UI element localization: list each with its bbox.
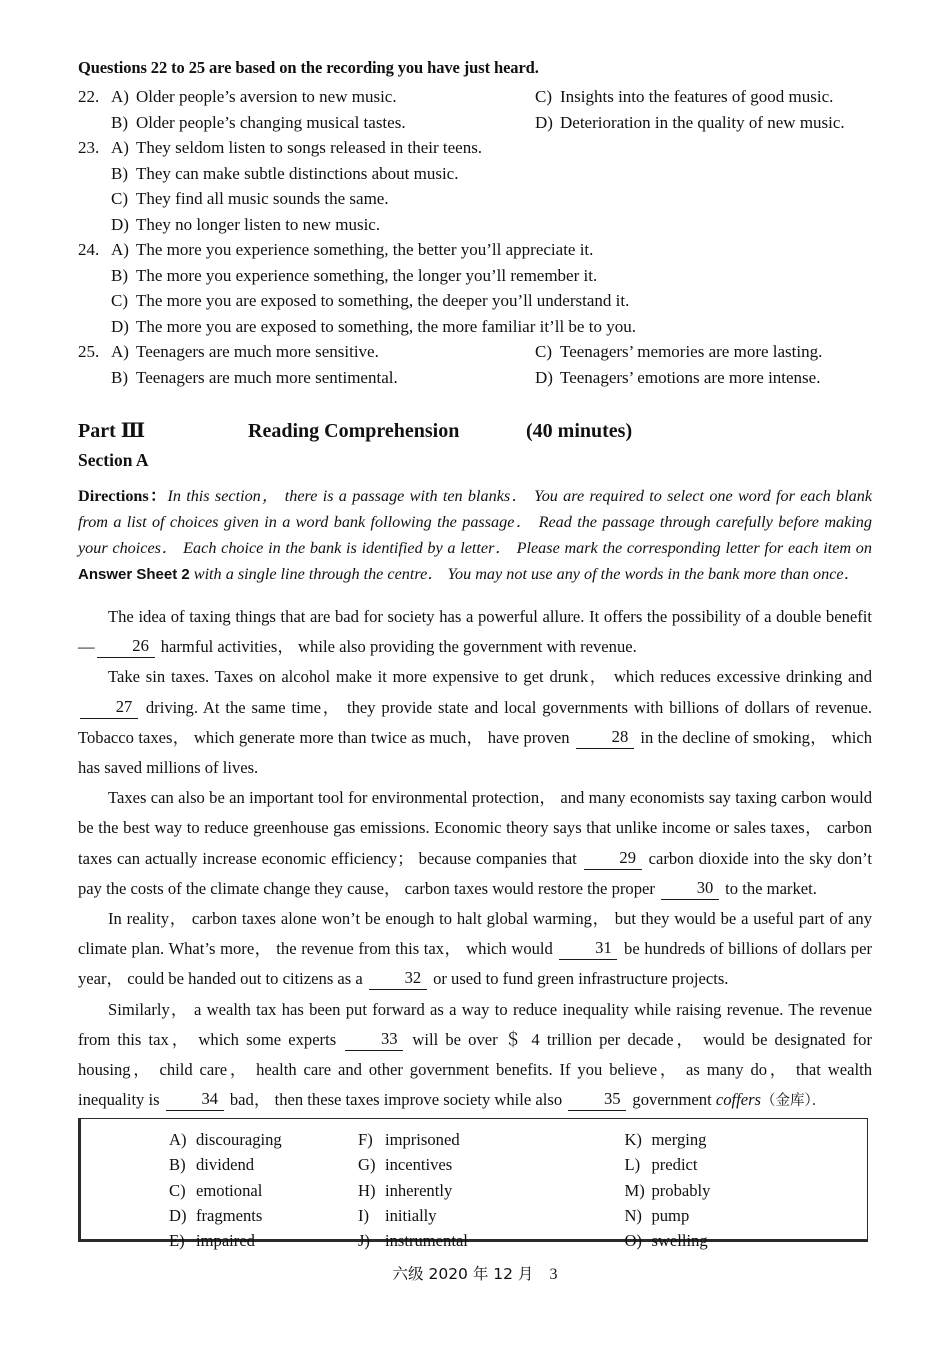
question-row-24 [78,237,872,263]
question-row-22b [78,110,872,136]
answer-blank-29[interactable]: 29 [584,847,642,870]
word-bank-word: emotional [196,1180,263,1200]
passage-text: Similarly， a wealth tax has been put forward as a way to reduce inequality while raising revenue. The revenue from this tax， which some experts [78,999,872,1049]
word-bank-letter: N) [624,1205,642,1225]
word-bank-word: imprisoned [384,1130,460,1149]
question-row-23c [78,186,872,212]
passage-text: driving. At the same time， they provide state and local governments with billions of dollars of revenue. Tobacco taxes， which generate more than twice as much， have proven [78,697,872,747]
passage-text: The idea of taxing things that are bad for society has a powerful allure. It offers the possibility of a double benefit— [78,607,872,657]
word-bank-column-2 [342,1127,610,1251]
word-bank-item[interactable] [169,1127,342,1152]
passage-paragraph [78,995,872,1117]
question-number-23: 23. [78,138,100,157]
option-letter: B) [111,265,128,285]
part-header [78,418,872,443]
word-bank-letter: D) [169,1205,187,1225]
passage-text: in the decline of smoking， which has saved millions of lives. [78,727,872,778]
word-bank-word: probably [651,1180,711,1200]
passage-text: be hundreds of billions of dollars per year， could be handed out to citizens as a [78,939,872,989]
word-bank-word: initially [384,1205,437,1225]
passage-text: Take sin taxes. Taxes on alcohol make it more expensive to get drunk， which reduces excessive drinking and [108,667,872,687]
word-bank-item[interactable] [169,1152,342,1177]
word-bank-item[interactable] [624,1178,867,1203]
listening-lead-in: Questions 22 to 25 are based on the recording you have just heard. [78,58,539,77]
word-bank-word: incentives [384,1155,453,1175]
passage-text: to the market. [721,878,817,898]
option-text: Deterioration in the quality of new music. [560,112,845,132]
passage-text: carbon dioxide into the sky don’t pay the costs of the climate change they cause， carbon taxes would restore the proper [78,848,872,898]
word-bank-letter: F) [357,1130,373,1149]
question-number-24: 24. [78,240,100,259]
answer-blank-33[interactable]: 33 [345,1028,403,1051]
option-22-C[interactable] [535,84,833,110]
word-bank-word: pump [651,1205,690,1225]
page-footer [0,1262,950,1284]
word-bank-item[interactable] [624,1228,867,1253]
word-bank-letter: G) [357,1155,376,1175]
option-letter: D) [111,214,129,234]
word-bank-item[interactable] [624,1203,867,1228]
question-row-25b [78,365,872,391]
answer-blank-32[interactable]: 32 [369,967,427,990]
option-letter: B) [111,112,128,132]
option-letter: C) [111,291,128,310]
option-text: The more you experience something, the longer you’ll remember it. [136,265,598,285]
passage-paragraph [78,602,872,662]
word-bank-word: instrumental [384,1231,468,1251]
word-bank-item[interactable] [624,1127,867,1152]
word-bank-item[interactable] [169,1228,342,1253]
word-bank-letter: H) [357,1180,376,1200]
part-duration: (40 minutes) [526,420,633,442]
word-bank-item[interactable] [358,1127,610,1152]
section-label: Section A [78,450,149,470]
option-25-C[interactable] [535,339,822,365]
word-bank-letter: C) [169,1180,186,1200]
answer-blank-30[interactable]: 30 [661,877,719,900]
option-22-B[interactable] [111,110,406,136]
word-bank-letter: I) [357,1205,370,1225]
passage-paragraph [78,783,872,904]
part-label: Part Ⅲ [78,420,146,442]
passage-gloss: （金库）． [761,1093,827,1110]
directions-paragraph [78,483,872,588]
directions-text-part-1: In this section， there is a passage with ten blanks． You are required to select one word for each blank from a list of choices given in a word bank following the passage． Read the passage through carefully before making your choices． Each choice in the bank is identified by a letter． Please mark the corresponding letter for each item on [78,487,872,557]
word-bank-item[interactable] [358,1203,610,1228]
option-letter: C) [535,87,552,106]
word-bank-column-1 [81,1127,342,1251]
question-row-24d [78,314,872,340]
option-text: Older people’s changing musical tastes. [136,112,406,132]
word-bank-word: discouraging [196,1130,282,1149]
question-number-22: 22. [78,87,100,106]
answer-blank-34[interactable]: 34 [166,1088,224,1111]
question-row-24b [78,263,872,289]
option-text: They find all music sounds the same. [136,189,389,208]
word-bank-item[interactable] [169,1203,342,1228]
word-bank-letter: K) [624,1130,642,1149]
option-23-C[interactable] [111,186,389,212]
option-letter: A) [111,342,129,361]
option-letter: C) [535,342,552,361]
option-text: Older people’s aversion to new music. [136,87,397,106]
answer-blank-35[interactable]: 35 [568,1088,626,1111]
option-22-D[interactable] [535,110,845,136]
passage-text: or used to fund green infrastructure projects. [428,969,729,989]
question-row-25 [78,339,872,365]
option-letter: C) [111,189,128,208]
word-bank-letter: J) [357,1231,370,1251]
question-row-24c [78,288,872,314]
option-23-B[interactable] [111,161,458,187]
option-letter: D) [535,112,553,132]
word-bank-letter: B) [169,1155,186,1175]
directions-label: Directions： [78,487,168,505]
word-bank-word: inherently [384,1180,453,1200]
option-text: Teenagers’ emotions are more intense. [560,367,821,387]
option-25-B[interactable] [111,365,398,391]
answer-blank-26[interactable]: 26 [97,635,155,658]
question-number-25: 25. [78,342,100,361]
word-bank-item[interactable] [358,1178,610,1203]
option-text: The more you are exposed to something, the deeper you’ll understand it. [136,291,630,310]
word-bank-letter: L) [624,1155,641,1175]
option-25-A[interactable] [111,339,379,365]
word-bank-letter: A) [169,1130,187,1149]
word-bank-item[interactable] [624,1152,867,1177]
word-bank-item[interactable] [358,1228,610,1253]
exam-name: 六级 2020 年 12 月 [392,1265,534,1283]
question-row-23 [78,135,872,161]
option-text: Insights into the features of good music. [560,87,834,106]
option-letter: B) [111,367,128,387]
option-letter: D) [111,316,129,336]
word-bank-item[interactable] [169,1178,342,1203]
option-letter: A) [111,138,129,157]
option-text: They can make subtle distinctions about music. [136,163,459,183]
passage-text: harmful activities， while also providing the government with revenue. [156,637,637,657]
question-row-23b [78,161,872,187]
option-25-D[interactable] [535,365,820,391]
passage-text: will be over ＄ 4 trillion per decade， would be designated for housing， child care， health care and other government benefits. If you believe， as many do， that wealth inequality is [78,1029,872,1110]
word-bank-word: impaired [196,1231,255,1251]
word-bank-item[interactable] [358,1152,610,1177]
answer-blank-31[interactable]: 31 [559,937,617,960]
page-number: 3 [549,1266,558,1283]
passage-paragraph [78,904,872,995]
option-24-B[interactable] [111,263,597,289]
passage-text: Taxes can also be an important tool for environmental protection， and many economists say taxing carbon would be the best way to reduce greenhouse gas emissions. Economic theory says that unlike income or sales taxes， carbon taxes can actually increase economic efficiency； because companies that [78,788,872,868]
option-24-C[interactable] [111,288,629,314]
word-bank-word: swelling [651,1231,708,1251]
option-letter: A) [111,87,129,106]
option-23-D[interactable] [111,212,380,238]
option-24-A[interactable] [111,237,593,263]
word-bank-word: dividend [196,1155,255,1175]
word-bank-letter: M) [624,1180,645,1200]
option-text: Teenagers’ memories are more lasting. [560,342,823,361]
option-text: They seldom listen to songs released in their teens. [136,138,483,157]
option-letter: B) [111,163,128,183]
passage-text: In reality， carbon taxes alone won’t be enough to halt global warming， but they would be a useful part of any climate plan. What’s more， the revenue from this tax， which would [78,909,872,959]
answer-blank-27[interactable]: 27 [80,696,138,719]
option-text: Teenagers are much more sensitive. [136,342,379,361]
answer-blank-28[interactable]: 28 [576,726,634,749]
passage-text: government [628,1090,716,1110]
directions-text-part-2: with a single line through the centre． You may not use any of the words in the bank more than once． [189,565,860,583]
passage-italic-term: coffers [715,1090,762,1110]
option-letter: D) [535,367,553,387]
word-bank-word: fragments [196,1205,263,1225]
word-bank-column-3 [610,1127,867,1251]
listening-questions-block [78,58,872,390]
option-text: They no longer listen to new music. [136,214,381,234]
option-letter: A) [111,240,129,259]
word-bank-box [78,1118,868,1251]
option-24-D[interactable] [111,314,636,340]
word-bank-word: merging [651,1130,707,1149]
option-text: Teenagers are much more sentimental. [136,367,398,387]
option-23-A[interactable] [111,135,482,161]
question-row-22 [78,84,872,110]
passage-text: bad， then these taxes improve society while also [225,1090,567,1110]
question-row-23d [78,212,872,238]
passage-paragraph [78,662,872,783]
part-title: Reading Comprehension [248,420,460,442]
word-bank-letter: O) [624,1231,642,1251]
passage-body [78,602,872,1116]
option-22-A[interactable] [111,84,397,110]
answer-sheet-reference: Answer Sheet 2 [78,566,190,583]
option-text: The more you are exposed to something, the more familiar it’ll be to you. [136,316,636,336]
word-bank-word: predict [651,1155,698,1175]
word-bank-letter: E) [169,1231,185,1251]
option-text: The more you experience something, the better you’ll appreciate it. [136,240,594,259]
